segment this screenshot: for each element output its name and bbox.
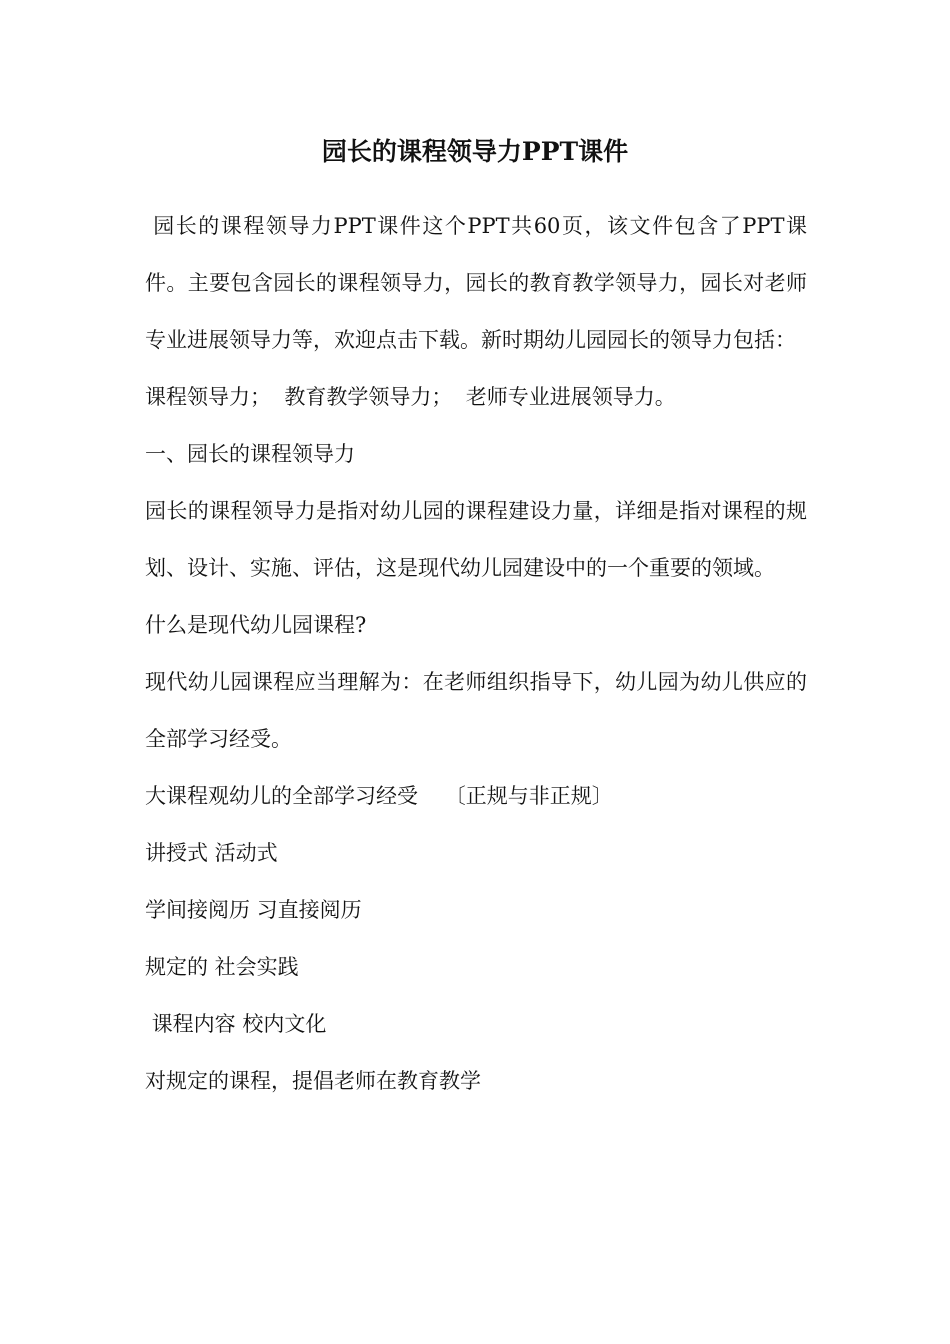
document-title: 园长的课程领导力PPT课件 bbox=[321, 137, 629, 166]
document-body bbox=[145, 198, 807, 1110]
practice-line: 规定的 社会实践 bbox=[145, 955, 299, 979]
question-line: 什么是现代幼儿园课程? bbox=[145, 613, 367, 637]
answer-paragraph: 现代幼儿园课程应当理解为：在老师组织指导下，幼儿园为幼儿供应的全部学习经受。 bbox=[145, 670, 807, 751]
intro-paragraph: 园长的课程领导力PPT课件这个PPT共60页，该文件包含了PPT课件。主要包含园长的课程领导力，园长的教育教学领导力，园长对老师专业进展领导力等，欢迎点击下载。新时期幼儿园园长的领导力包括： bbox=[145, 214, 807, 352]
big-curriculum-line: 大课程观幼儿的全部学习经受 〔正规与非正规〕 bbox=[145, 784, 613, 808]
experience-line: 学间接阅历 习直接阅历 bbox=[145, 898, 362, 922]
definition-paragraph: 园长的课程领导力是指对幼儿园的课程建设力量，详细是指对课程的规划、设计、实施、评估，这是现代幼儿园建设中的一个重要的领域。 bbox=[145, 499, 807, 580]
section-heading-1: 一、园长的课程领导力 bbox=[145, 442, 355, 466]
closing-line: 对规定的课程，提倡老师在教育教学 bbox=[145, 1069, 481, 1093]
content-culture-line: 课程内容 校内文化 bbox=[145, 1012, 327, 1036]
teaching-mode-line: 讲授式 活动式 bbox=[145, 841, 278, 865]
leadership-list-line: 课程领导力； 教育教学领导力； 老师专业进展领导力。 bbox=[145, 385, 676, 409]
